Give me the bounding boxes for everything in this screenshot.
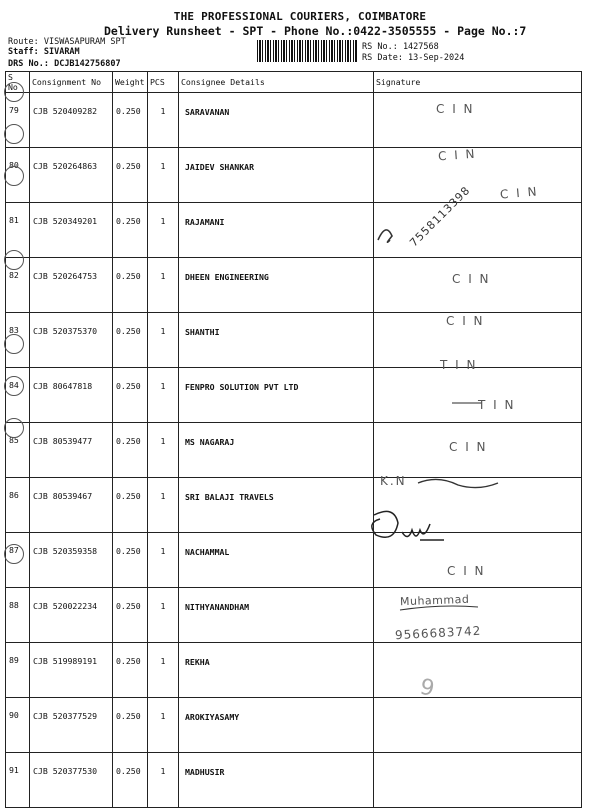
drs-label: DRS No.: (8, 59, 49, 69)
signature-83: C I N (452, 272, 491, 286)
sno-cell: 79 (6, 93, 30, 148)
signature-scribble-82 (378, 230, 392, 242)
weight-cell: 0.250 (113, 588, 148, 643)
signature-79: C I N (436, 102, 475, 116)
sno-cell: 89 (6, 643, 30, 698)
rs-number: RS No.: 1427568 (362, 42, 439, 52)
consignee-cell: SARAVANAN (179, 93, 374, 148)
consignment-cell: CJB 520359358 (30, 533, 113, 588)
sno-cell: 90 (6, 698, 30, 753)
sno-cell: 82 (6, 258, 30, 313)
circle-mark-81 (4, 166, 24, 186)
consignment-cell: CJB 80647818 (30, 368, 113, 423)
col-pcs: PCS (148, 72, 179, 93)
consignment-cell: CJB 519989191 (30, 643, 113, 698)
col-signature: Signature (374, 72, 582, 93)
sno-cell: 87 (6, 533, 30, 588)
consignment-cell: CJB 80539477 (30, 423, 113, 478)
weight-cell: 0.250 (113, 368, 148, 423)
col-weight: Weight (113, 72, 148, 93)
signature-80: C I N (437, 146, 477, 164)
signature-rekha (372, 511, 444, 540)
sno-cell: 80 (6, 148, 30, 203)
consignment-cell: CJB 520349201 (30, 203, 113, 258)
signature-85: T I N (440, 358, 478, 372)
consignee-cell: NITHYANANDHAM (179, 588, 374, 643)
consignee-cell: FENPRO SOLUTION PVT LTD (179, 368, 374, 423)
col-consignee: Consignee Details (179, 72, 374, 93)
signature-90: C I N (447, 564, 486, 578)
sno-cell: 83 (6, 313, 30, 368)
route-value: VISWASAPURAM SPT (43, 37, 126, 47)
staff-value: SIVARAM (43, 47, 80, 57)
consignee-cell: REKHA (179, 643, 374, 698)
consignee-cell: SHANTHI (179, 313, 374, 368)
consignee-cell: MS NAGARAJ (179, 423, 374, 478)
pcs-cell: 1 (148, 643, 179, 698)
pcs-cell: 1 (148, 478, 179, 533)
col-consignment: Consignment No (30, 72, 113, 93)
pcs-cell: 1 (148, 423, 179, 478)
signature-81: C I N (499, 184, 540, 202)
consignee-cell: MADHUSIR (179, 753, 374, 808)
staff-label: Staff: (8, 47, 39, 57)
signature-underline-91 (400, 606, 478, 610)
consignment-cell: CJB 520264753 (30, 258, 113, 313)
circle-mark-83 (4, 250, 24, 270)
signature-84: C I N (446, 314, 485, 328)
signature-86: T I N (478, 398, 516, 412)
pcs-cell: 1 (148, 148, 179, 203)
signature-scribble-88 (418, 479, 498, 487)
weight-cell: 0.250 (113, 258, 148, 313)
consignee-cell: RAJAMANI (179, 203, 374, 258)
signature-87: C I N (449, 440, 488, 454)
pcs-cell: 1 (148, 753, 179, 808)
consignment-cell: CJB 520375370 (30, 313, 113, 368)
weight-cell: 0.250 (113, 203, 148, 258)
weight-cell: 0.250 (113, 533, 148, 588)
weight-cell: 0.250 (113, 423, 148, 478)
pcs-cell: 1 (148, 588, 179, 643)
weight-cell: 0.250 (113, 93, 148, 148)
consignee-cell: JAIDEV SHANKAR (179, 148, 374, 203)
consignment-cell: CJB 80539467 (30, 478, 113, 533)
weight-cell: 0.250 (113, 313, 148, 368)
circle-mark-86 (4, 376, 24, 396)
consignee-cell: SRI BALAJI TRAVELS (179, 478, 374, 533)
runsheet-subtitle: Delivery Runsheet - SPT - Phone No.:0422-3505555 - Page No.:7 (104, 24, 527, 38)
sno-cell: 85 (6, 423, 30, 478)
consignment-cell: CJB 520377530 (30, 753, 113, 808)
col-sno: S No (6, 72, 30, 93)
sno-cell: 91 (6, 753, 30, 808)
page-mark: 9 (417, 674, 439, 703)
company-title: THE PROFESSIONAL COURIERS, COIMBATORE (173, 10, 427, 23)
consignee-cell: DHEEN ENGINEERING (179, 258, 374, 313)
circle-mark-87 (4, 418, 24, 438)
pcs-cell: 1 (148, 533, 179, 588)
consignee-cell: AROKIYASAMY (179, 698, 374, 753)
circle-mark-80 (4, 124, 24, 144)
weight-cell: 0.250 (113, 148, 148, 203)
route-label: Route: (8, 37, 39, 47)
consignment-cell: CJB 520377529 (30, 698, 113, 753)
circle-mark-79 (4, 82, 24, 102)
consignment-cell: CJB 520264863 (30, 148, 113, 203)
sno-cell: 81 (6, 203, 30, 258)
signature-82: 7558113398 (407, 183, 473, 250)
sno-cell: 86 (6, 478, 30, 533)
pcs-cell: 1 (148, 93, 179, 148)
signature-91: Muhammad (399, 592, 470, 609)
sno-cell: 84 (6, 368, 30, 423)
pcs-cell: 1 (148, 698, 179, 753)
consignee-cell: NACHAMMAL (179, 533, 374, 588)
rs-date: RS Date: 13-Sep-2024 (362, 53, 465, 63)
circle-mark-85 (4, 334, 24, 354)
weight-cell: 0.250 (113, 698, 148, 753)
handwritten-phone-note: 9566683742 (394, 623, 482, 643)
consignment-cell: CJB 520022234 (30, 588, 113, 643)
circle-mark-90 (4, 544, 24, 564)
weight-cell: 0.250 (113, 753, 148, 808)
signature-88: K.N (380, 474, 407, 488)
sno-cell: 88 (6, 588, 30, 643)
pcs-cell: 1 (148, 313, 179, 368)
weight-cell: 0.250 (113, 643, 148, 698)
weight-cell: 0.250 (113, 478, 148, 533)
pcs-cell: 1 (148, 203, 179, 258)
drs-value: DCJB142756807 (54, 59, 121, 69)
pcs-cell: 1 (148, 368, 179, 423)
consignment-cell: CJB 520409282 (30, 93, 113, 148)
pcs-cell: 1 (148, 258, 179, 313)
